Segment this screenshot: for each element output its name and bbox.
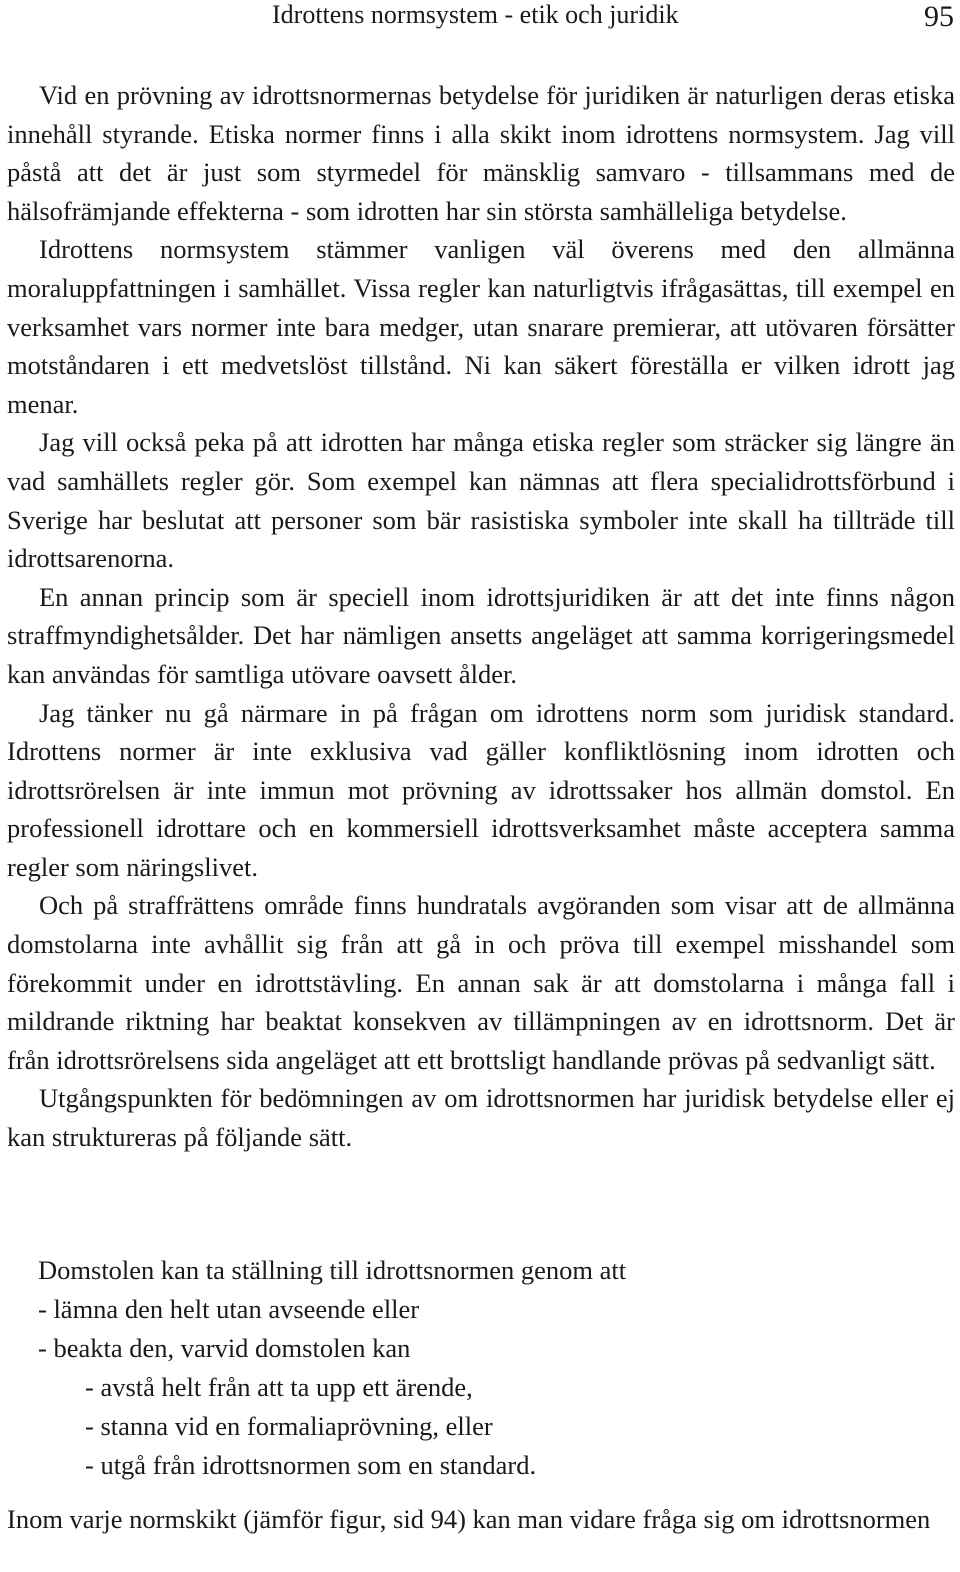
sub-list-item: - stanna vid en formaliaprövning, eller	[85, 1410, 493, 1441]
paragraph: Jag tänker nu gå närmare in på frågan om idrottens norm som juridisk standard. Idrottens normer är inte exklusiva vad gäller konfliktlösning inom idrotten och idrottsrörelsen är inte immun mot prövning av idrottssaker hos allmän domstol. En professionell idrottare och en kommersiell idrottsverksamhet måste acceptera samma regler som näringslivet.	[7, 697, 955, 882]
page-number: 95	[924, 0, 954, 33]
list-item: - lämna den helt utan avseende eller	[38, 1293, 420, 1324]
list-item: - beakta den, varvid domstolen kan	[38, 1332, 411, 1363]
paragraph: En annan princip som är speciell inom idrottsjuridiken är att det inte finns någon straffmyndighetsålder. Det har nämligen ansetts angeläget att samma korrigeringsmedel kan användas för samtliga utövare oavsett ålder.	[7, 581, 955, 689]
paragraph: Vid en prövning av idrottsnormernas betydelse för juridiken är naturligen deras etiska innehåll styrande. Etiska normer finns i alla skikt inom idrottens normsystem. Jag vill påstå att det är just som styrmedel för mänsklig samvaro - tillsammans med de hälsofrämjande effekterna - som idrotten har sin största samhälleliga betydelse.	[7, 80, 955, 226]
page-header	[0, 0, 960, 40]
paragraph: Utgångspunkten för bedömningen av om idrottsnormen har juridisk betydelse eller ej kan struktureras på följande sätt.	[7, 1083, 955, 1153]
paragraph: Idrottens normsystem stämmer vanligen väl överens med den allmänna moraluppfattningen i samhället. Vissa regler kan naturligtvis ifrågasättas, till exempel en verksamhet vars normer inte bara medger, utan snarare premierar, att utövaren försätter motståndaren i ett medvetslöst tillstånd. Ni kan säkert föreställa er vilken idrott jag menar.	[7, 234, 955, 419]
paragraph: Och på straffrättens område finns hundratals avgöranden som visar att de allmänna domstolarna inte avhållit sig från att gå in och pröva till exempel misshandel som förekommit under en idrottstävling. En annan sak är att domstolarna i många fall i mildrande riktning har beaktat konsekven av tillämpningen av en idrottsnorm. Det är från idrottsrörelsens sida angeläget att ett brottsligt handlande prövas på sedvanligt sätt.	[7, 890, 955, 1075]
court-options-list	[38, 1251, 938, 1484]
closing-paragraph: Inom varje normskikt (jämför figur, sid 94) kan man vidare fråga sig om idrottsnormen	[7, 1504, 931, 1534]
sub-list-item: - utgå från idrottsnormen som en standard.	[85, 1449, 537, 1480]
sub-list-item: - avstå helt från att ta upp ett ärende,	[85, 1371, 473, 1402]
paragraph: Jag vill också peka på att idrotten har många etiska regler som sträcker sig längre än vad samhällets regler gör. Som exempel kan nämnas att flera specialidrottsförbund i Sverige har beslutat att personer som bär rasistiska symboler inte skall ha tillträde till idrottsarenorna.	[7, 427, 955, 574]
body-text	[7, 76, 955, 1157]
list-intro: Domstolen kan ta ställning till idrottsnormen genom att	[38, 1255, 627, 1285]
running-title: Idrottens normsystem - etik och juridik	[272, 0, 679, 29]
